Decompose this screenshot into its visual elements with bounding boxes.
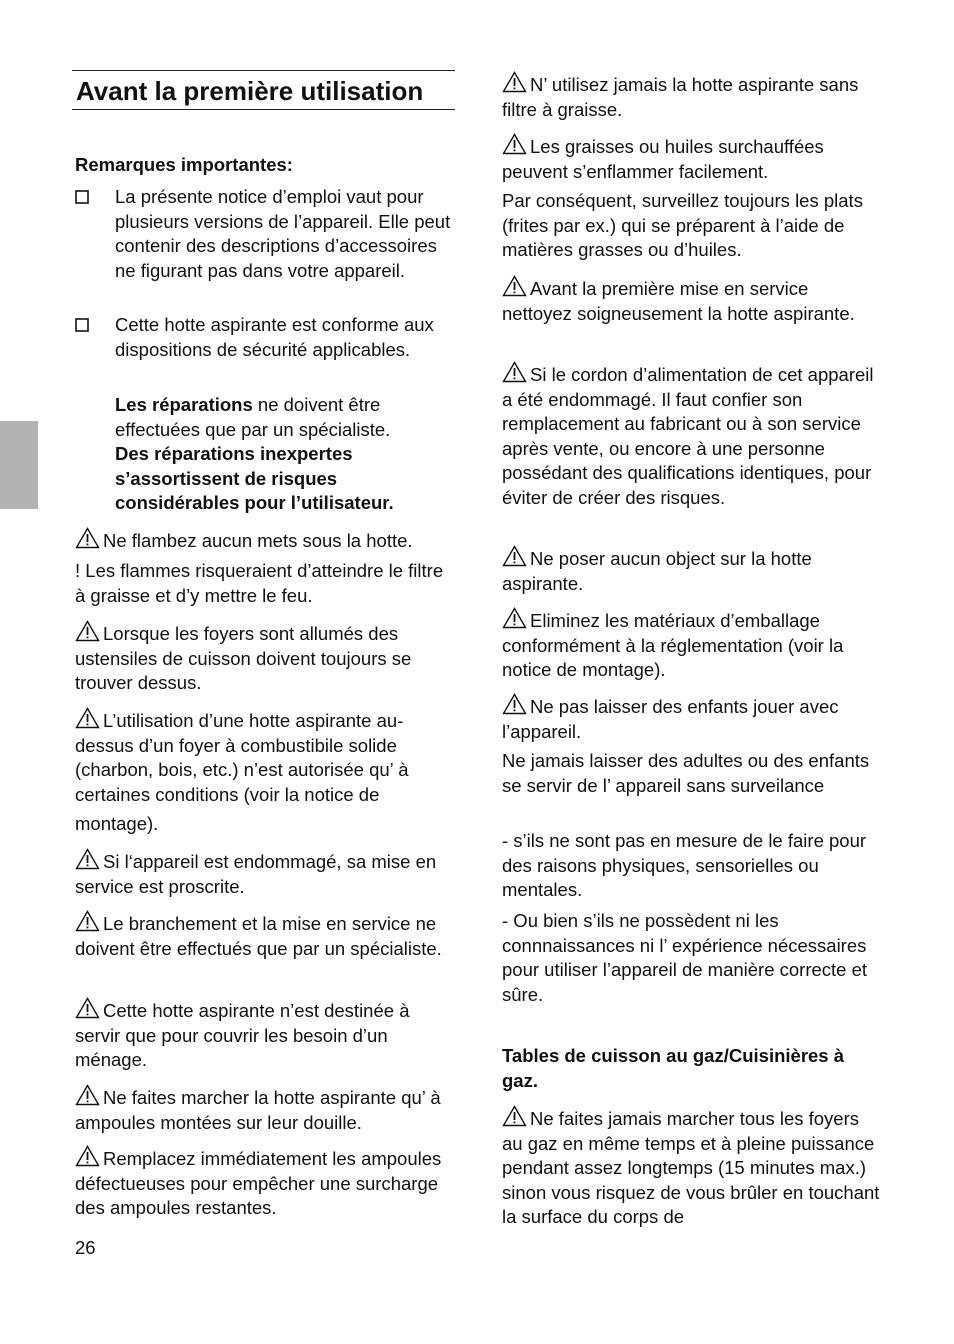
supervision-note: Ne jamais laisser des adultes ou des enfants se servir de l’ appareil sans surveilance	[502, 750, 870, 796]
flame-note: ! Les flammes risqueraient d’atteindre le filtre à graisse et d’y mettre le feu.	[75, 560, 444, 606]
warning-triangle-icon	[502, 361, 527, 383]
bullet-text: La présente notice d’emploi vaut pour plusieurs versions de l’appareil. Elle peut contenir des descriptions d’accessoires ne figurant pas dans votre appareil.	[115, 186, 451, 281]
warning-text: Avant la première mise en service nettoyez soigneusement la hotte aspirante.	[502, 278, 855, 324]
warning-text: N’ utilisez jamais la hotte aspirante sans filtre à graisse.	[502, 74, 859, 120]
warning-triangle-icon	[75, 997, 100, 1019]
warning-item	[75, 848, 458, 899]
warning-continuation: montage).	[75, 813, 159, 834]
page-number: 26	[75, 1237, 96, 1258]
warning-triangle-icon	[502, 1105, 527, 1127]
grease-note: Par conséquent, surveillez toujours les plats (frites par ex.) qui se préparent à l’aide de matières grasses ou d’huiles.	[502, 190, 863, 260]
warning-triangle-icon	[75, 527, 100, 549]
warning-text: Ne pas laisser des enfants jouer avec l’appareil.	[502, 696, 839, 742]
supervision-note-3: - Ou bien s’ils ne possèdent ni les connnaissances ni l’ expérience nécessaires pour utiliser l’appareil de manière correcte et sûre.	[502, 910, 868, 1005]
warning-triangle-icon	[502, 71, 527, 93]
warning-triangle-icon	[502, 693, 527, 715]
warning-item	[502, 71, 880, 122]
warning-text: Le branchement et la mise en service ne doivent être effectués que par un spécialiste.	[75, 913, 442, 959]
bullet-item-1	[75, 185, 458, 307]
warning-triangle-icon	[75, 620, 100, 642]
repairs-note	[115, 393, 455, 516]
warning-triangle-icon	[502, 275, 527, 297]
warning-text: Ne flambez aucun mets sous la hotte.	[103, 530, 413, 551]
warning-text: Les graisses ou huiles surchauffées peuvent s’enflammer facilement.	[502, 136, 824, 182]
warning-text: L’utilisation d’une hotte aspirante au-dessus d’un foyer à combustibile solide (charbon, bois, etc.) n’est autorisée qu’ à certaines conditions (voir la notice de	[75, 710, 409, 805]
warning-item	[75, 997, 458, 1073]
gas-section-heading: Tables de cuisson au gaz/Cuisinières à gaz.	[502, 1045, 845, 1091]
checkbox-bullet-icon	[75, 313, 107, 332]
repairs-warning-bold: Des réparations inexpertes s’assortissent de risques considérables pour l’utilisateur.	[115, 443, 394, 513]
warning-triangle-icon	[502, 133, 527, 155]
repairs-bold: Les réparations	[115, 394, 253, 415]
warning-item	[75, 1145, 458, 1221]
warning-text: Ne poser aucun object sur la hotte aspirante.	[502, 548, 812, 594]
warning-triangle-icon	[75, 1145, 100, 1167]
warning-text: Si le cordon d’alimentation de cet appareil a été endommagé. Il faut confier son remplacement au fabricant ou à son service après vente, ou encore à une personne possédant des qualifications identiques, pour éviter de créer des risques.	[502, 364, 874, 508]
warning-text: Cette hotte aspirante n’est destinée à servir que pour couvrir les besoin d’un ménage.	[75, 1000, 410, 1070]
warning-triangle-icon	[75, 1084, 100, 1106]
warning-triangle-icon	[502, 607, 527, 629]
repairs-text: ne doivent être effectuées que par un spécialiste.	[115, 394, 391, 440]
remarks-heading: Remarques importantes:	[75, 154, 293, 175]
warning-item	[502, 1105, 880, 1230]
warning-item	[75, 707, 458, 807]
warning-text: Si l‘appareil est endommagé, sa mise en service est proscrite.	[75, 851, 437, 897]
bullet-text: Cette hotte aspirante est conforme aux dispositions de sécurité applicables.	[115, 314, 434, 360]
warning-triangle-icon	[502, 545, 527, 567]
warning-item	[502, 545, 880, 596]
warning-text: Eliminez les matériaux d’emballage conformément à la réglementation (voir la notice de montage).	[502, 610, 844, 680]
warning-item	[502, 361, 880, 510]
warning-text: Lorsque les foyers sont allumés des ustensiles de cuisson doivent toujours se trouver dessus.	[75, 623, 412, 693]
warning-item	[75, 620, 458, 696]
warning-item	[75, 1084, 458, 1135]
warning-triangle-icon	[75, 707, 100, 729]
warning-triangle-icon	[75, 848, 100, 870]
chapter-tab-marker	[0, 421, 38, 509]
checkbox-bullet-icon	[75, 185, 107, 204]
title-rule-box	[72, 70, 455, 110]
warning-triangle-icon	[75, 910, 100, 932]
supervision-note-2: - s’ils ne sont pas en mesure de le faire pour des raisons physiques, sensorielles ou mentales.	[502, 830, 867, 900]
warning-item	[75, 527, 458, 554]
warning-text: Ne faites marcher la hotte aspirante qu’ à ampoules montées sur leur douille.	[75, 1087, 441, 1133]
warning-item	[502, 607, 880, 683]
warning-text: Remplacez immédiatement les ampoules défectueuses pour empêcher une surcharge des ampoules restantes.	[75, 1148, 442, 1218]
warning-item	[75, 910, 458, 961]
warning-text: Ne faites jamais marcher tous les foyers au gaz en même temps et à pleine puissance pendant assez longtemps (15 minutes max.) sinon vous risquez de vous brûler en touchant la surface du corps de	[502, 1108, 880, 1227]
warning-item	[502, 275, 880, 326]
warning-item	[502, 693, 880, 744]
page-title: Avant la première utilisation	[76, 76, 424, 106]
bullet-item-2	[75, 313, 458, 389]
warning-item	[502, 133, 880, 184]
